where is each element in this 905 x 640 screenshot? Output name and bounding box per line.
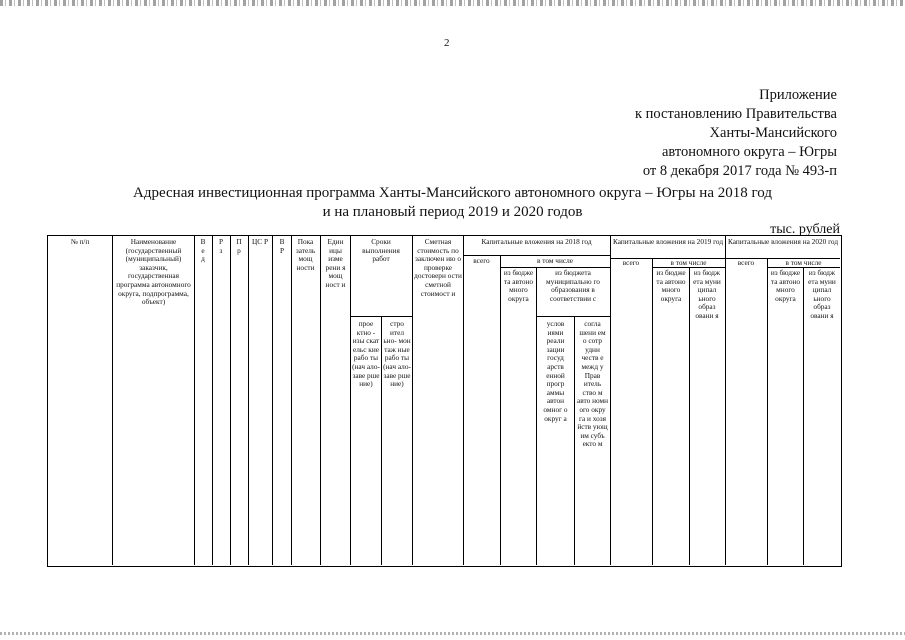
header-cap-2018: Капитальные вложения на 2018 год — [481, 238, 592, 246]
header-cap-2020: Капитальные вложения на 2020 год — [727, 238, 839, 246]
header-2020-from-mun: из бюдж ета муни ципал ьного образ овани я — [808, 269, 836, 320]
header-num: № п/п — [70, 238, 90, 246]
appendix-line-1: Приложение — [759, 87, 837, 103]
divider — [350, 316, 412, 317]
header-name: Наименование (государственный (муниципальный) заказчик, государственная программа автономного округа, подпрограмма, объект) — [116, 238, 191, 307]
divider — [230, 235, 231, 565]
divider — [272, 235, 273, 565]
header-pr: П р — [236, 238, 242, 255]
document-title — [0, 184, 905, 222]
header-cap-2019: Капитальные вложения на 2019 год — [612, 238, 724, 246]
divider — [248, 235, 249, 565]
header-cost: Сметная стоимость по заключен ию о проверке достоверн ости сметной стоимост и — [414, 238, 462, 298]
header-2018-mun-cond: услов иями реали зации госуд арств енной прогр аммы автон омног о округ а — [543, 320, 568, 423]
header-csr: ЦС Р — [251, 238, 269, 246]
divider — [652, 258, 653, 565]
divider — [574, 316, 575, 565]
divider — [350, 235, 351, 565]
divider — [803, 267, 804, 565]
header-2020-incl: в том числе — [785, 259, 822, 267]
appendix-line-2: к постановлению Правительства — [635, 106, 837, 122]
header-ved: В е д — [200, 238, 206, 264]
divider — [725, 235, 726, 565]
divider — [463, 235, 464, 565]
header-power: Пока затель мощ ности — [295, 238, 316, 272]
header-terms-design: прое ктно - изы скат ельс кие рабо ты (нач ало- заве рше ние) — [352, 320, 380, 389]
divider — [320, 235, 321, 565]
appendix-line-3: Ханты-Мансийского — [709, 125, 837, 141]
scan-edge-bottom — [0, 632, 905, 635]
header-2018-incl: в том числе — [536, 257, 573, 265]
header-2019-total: всего — [622, 259, 640, 267]
units-label: тыс. рублей — [770, 222, 840, 237]
appendix-line-5: от 8 декабря 2017 года № 493-п — [642, 163, 837, 179]
divider — [767, 258, 768, 565]
appendix-block — [635, 86, 837, 181]
header-2018-from-ao: из бюдже та автоно много округа — [503, 269, 534, 303]
divider — [463, 255, 610, 256]
divider — [536, 267, 537, 565]
header-2020-total: всего — [737, 259, 755, 267]
header-2018-from-mun: из бюджета муниципально го образования в соответствии с — [546, 269, 600, 303]
title-line-1: Адресная инвестиционная программа Ханты-Мансийского автономного округа – Югры на 2018 год — [133, 185, 772, 201]
divider — [500, 255, 501, 565]
divider — [291, 235, 292, 565]
header-rz: Р з — [218, 238, 224, 255]
divider — [689, 267, 690, 565]
header-2020-from-ao: из бюдже та автоно много округа — [770, 269, 801, 303]
header-2019-incl: в том числе — [670, 259, 707, 267]
header-2019-from-mun: из бюдж ета муни ципал ьного образ овани я — [693, 269, 721, 320]
header-terms: Сроки выполнения работ — [362, 238, 400, 264]
appendix-line-4: автономного округа – Югры — [661, 144, 837, 160]
divider — [194, 235, 195, 565]
header-2018-total: всего — [473, 257, 490, 265]
header-terms-build: стро ител ьно- мон таж ные рабо ты (нач ало- заве рше ние) — [383, 320, 411, 389]
divider — [412, 235, 413, 565]
divider — [212, 235, 213, 565]
header-vr: В Р — [279, 238, 285, 255]
divider — [381, 316, 382, 565]
scan-edge-top — [0, 0, 905, 6]
header-2019-from-ao: из бюдже та автоно много округа — [656, 269, 686, 303]
divider — [500, 267, 610, 268]
title-line-2: и на плановый период 2019 и 2020 годов — [322, 204, 583, 220]
header-2018-mun-agree: согла шени ем о сотр удни честв е межд у Прав итель ство м авто номн ого окру га и хозя йств ующ им субъ екто м — [577, 320, 608, 449]
divider — [610, 235, 611, 565]
header-unit: Един ицы изме рени я мощ ност и — [325, 238, 346, 289]
divider — [536, 316, 610, 317]
page-number: 2 — [444, 37, 450, 49]
